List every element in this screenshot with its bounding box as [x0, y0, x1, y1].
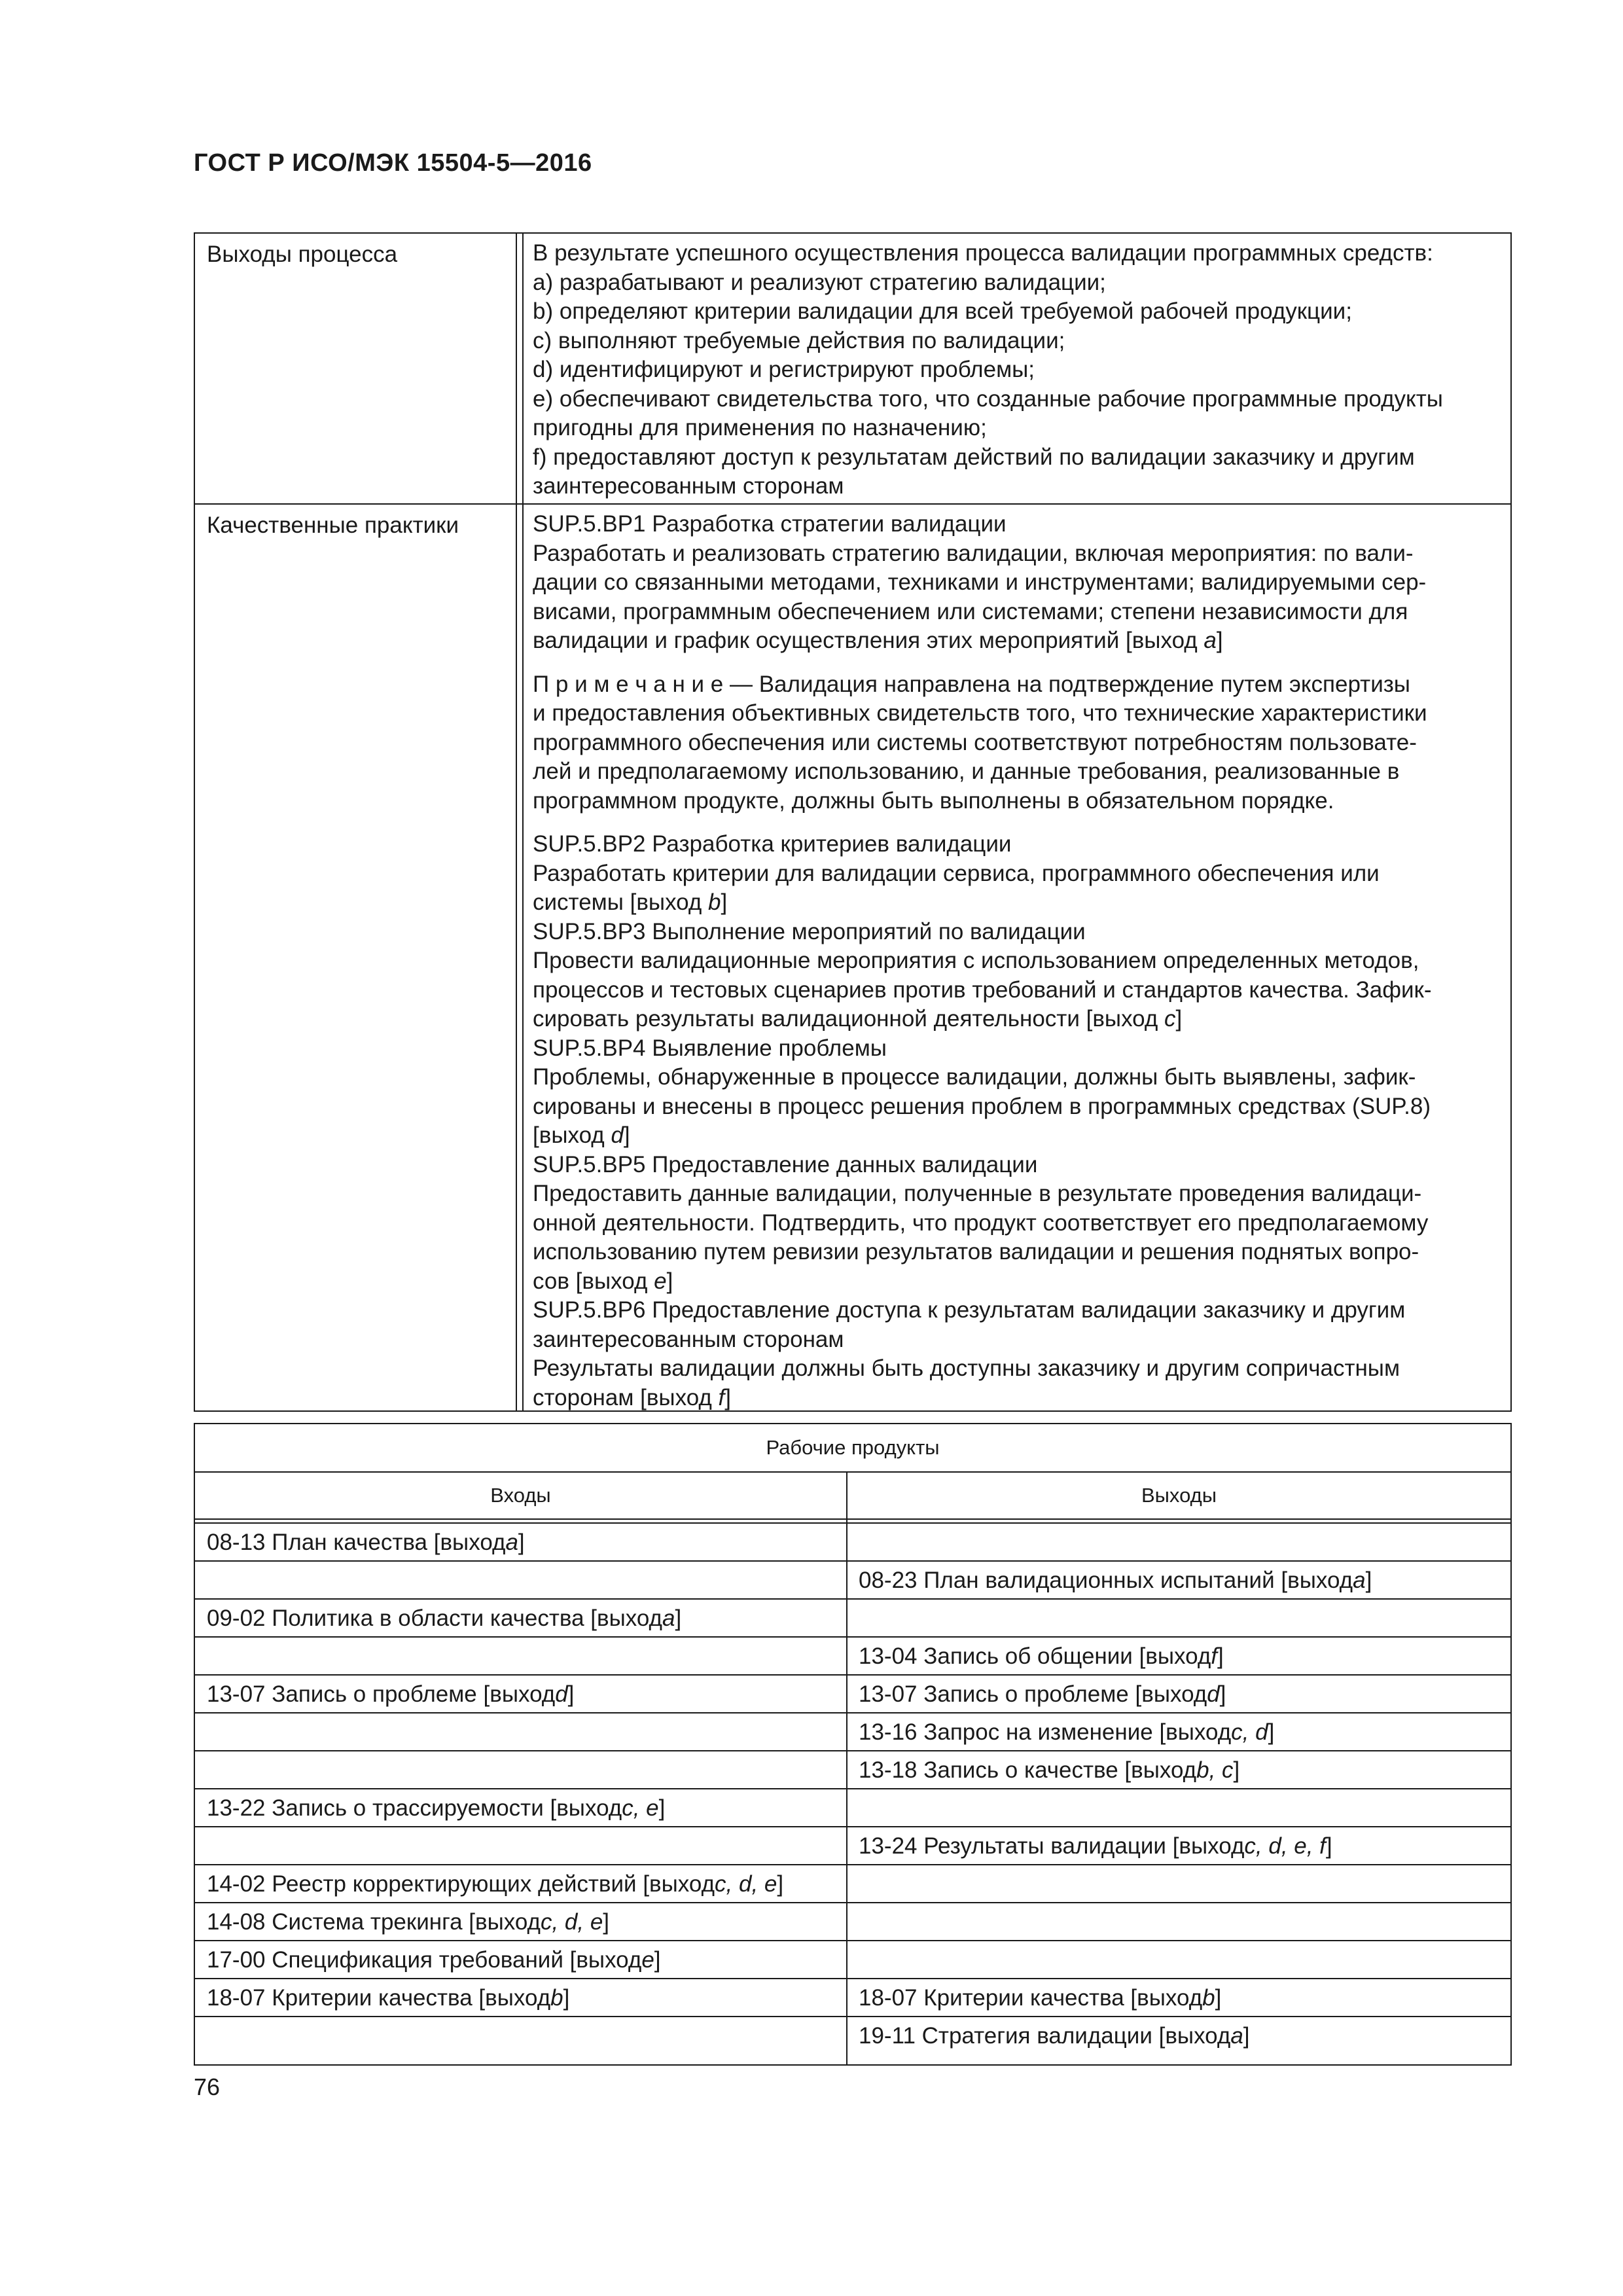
process-description-table [194, 232, 1512, 1412]
row-label-practices: Качественные практики [207, 512, 459, 538]
work-products-table [194, 1423, 1512, 2066]
outcomes-line: e) обеспечивают свидетельства того, что созданные рабочие программные продукты [533, 386, 1443, 412]
practice-text: Предоставить данные валидации, полученные в результате проведения валидаци- [533, 1181, 1422, 1206]
note-line: лей и предполагаемому использованию, и данные требования, реализованные в [533, 759, 1400, 784]
input-cell: 09-02 Политика в области качества [выход a ] [207, 1605, 682, 1631]
inputs-column-header: Входы [490, 1484, 551, 1507]
table-row-base-practices [195, 503, 1510, 1410]
document-header: ГОСТ Р ИСО/МЭК 15504-5—2016 [194, 149, 592, 177]
outcomes-line: d) идентифицируют и регистрируют проблемы; [533, 357, 1035, 382]
note-block [533, 670, 1499, 816]
practice-title: SUP.5.BP5 Предоставление данных валидации [533, 1151, 1038, 1177]
output-cell: 13-18 Запись о качестве [выход b, c ] [859, 1757, 1240, 1783]
practice-text: Результаты валидации должны быть доступны заказчику и другим сопричастным [533, 1355, 1400, 1381]
practice-text: использованию путем ревизии результатов валидации и решения поднятых вопро- [533, 1239, 1419, 1265]
note-line: программном продукте, должны быть выполнены в обязательном порядке. [533, 787, 1334, 814]
note-line: П р и м е ч а н и е — Валидация направлена на подтверждение путем экспертизы [533, 671, 1410, 697]
practice-title: заинтересованным сторонам [533, 1326, 844, 1352]
input-cell: 18-07 Критерии качества [выход b ] [207, 1985, 570, 2011]
input-cell: 13-07 Запись о проблеме [выход d ] [207, 1681, 575, 1707]
practice-text: процессов и тестовых сценариев против требований и стандартов качества. Зафик- [533, 977, 1432, 1003]
practices-cell [533, 510, 1499, 1412]
practice-text: дации со связанными методами, техниками и инструментами; валидируемыми сер- [533, 569, 1427, 595]
output-cell: 13-16 Запрос на изменение [выход c, d ] [859, 1719, 1275, 1745]
outcomes-line: b) определяют критерии валидации для всей требуемой рабочей продукции; [533, 298, 1352, 324]
practice-text: валидации и график осуществления этих мероприятий [выход a] [533, 628, 1223, 653]
input-cell: 17-00 Спецификация требований [выход e ] [207, 1947, 661, 1973]
page-number: 76 [194, 2073, 221, 2100]
outcomes-cell [533, 239, 1499, 501]
practice-text: системы [выход b] [533, 889, 728, 915]
practice-text: сированы и внесены в процесс решения проблем в программных средствах (SUP.8) [533, 1093, 1431, 1119]
input-cell: 14-08 Система трекинга [выход c, d, e ] [207, 1909, 610, 1935]
output-cell: 13-07 Запись о проблеме [выход d ] [859, 1681, 1226, 1707]
outcomes-line: заинтересованным сторонам [533, 473, 844, 499]
outcomes-line: пригодны для применения по назначению; [533, 415, 987, 440]
output-cell: 18-07 Критерии качества [выход b ] [859, 1985, 1222, 2011]
outcomes-line: a) разрабатывают и реализуют стратегию валидации; [533, 269, 1106, 295]
outputs-column-header: Выходы [1141, 1484, 1217, 1507]
practice-title: SUP.5.BP1 Разработка стратегии валидации [533, 511, 1007, 537]
outcomes-line: f) предоставляют доступ к результатам действий по валидации заказчику и другим [533, 444, 1415, 470]
work-products-title: Рабочие продукты [766, 1436, 940, 1459]
practice-text: Провести валидационные мероприятия с использованием определенных методов, [533, 948, 1419, 973]
practice-text: Проблемы, обнаруженные в процессе валидации, должны быть выявлены, зафик- [533, 1064, 1416, 1090]
outcomes-line: c) выполняют требуемые действия по валидации; [533, 327, 1065, 353]
input-cell: 08-13 План качества [выход a ] [207, 1530, 525, 1555]
practice-text: сторонам [выход f] [533, 1384, 732, 1410]
row-label-outcomes: Выходы процесса [207, 242, 398, 267]
output-cell: 13-04 Запись об общении [выход f ] [859, 1643, 1224, 1669]
input-cell: 13-22 Запись о трассируемости [выход c, e ] [207, 1795, 666, 1821]
practice-title: SUP.5.BP3 Выполнение мероприятий по валидации [533, 918, 1086, 944]
practice-text: сов [выход e] [533, 1268, 673, 1294]
practice-title: SUP.5.BP4 Выявление проблемы [533, 1035, 887, 1061]
output-cell: 13-24 Результаты валидации [выход c, d, e, f ] [859, 1833, 1332, 1859]
practice-title: SUP.5.BP2 Разработка критериев валидации [533, 831, 1012, 857]
practice-text: сировать результаты валидационной деятельности [выход c] [533, 1006, 1183, 1031]
practice-text: онной деятельности. Подтвердить, что продукт соответствует его предполагаемому [533, 1210, 1429, 1236]
input-cell: 14-02 Реестр корректирующих действий [выход c, d, e ] [207, 1871, 784, 1897]
outcomes-line: В результате успешного осуществления процесса валидации программных средств: [533, 240, 1433, 266]
practice-text: Разработать критерии для валидации сервиса, программного обеспечения или [533, 860, 1380, 886]
practice-text: [выход d] [533, 1122, 630, 1148]
note-line: программного обеспечения или системы соответствуют потребностям пользовате- [533, 729, 1417, 755]
table-row-process-outcomes [195, 234, 1510, 503]
output-cell: 08-23 План валидационных испытаний [выход a ] [859, 1568, 1372, 1593]
practice-text: висами, программным обеспечением или системами; степени независимости для [533, 598, 1408, 624]
practice-text: Разработать и реализовать стратегию валидации, включая мероприятия: по вали- [533, 540, 1414, 566]
output-cell: 19-11 Стратегия валидации [выход a ] [859, 2023, 1250, 2049]
note-line: и предоставления объективных свидетельств того, что технические характеристики [533, 700, 1427, 726]
practice-title: SUP.5.BP6 Предоставление доступа к результатам валидации заказчику и другим [533, 1297, 1406, 1323]
